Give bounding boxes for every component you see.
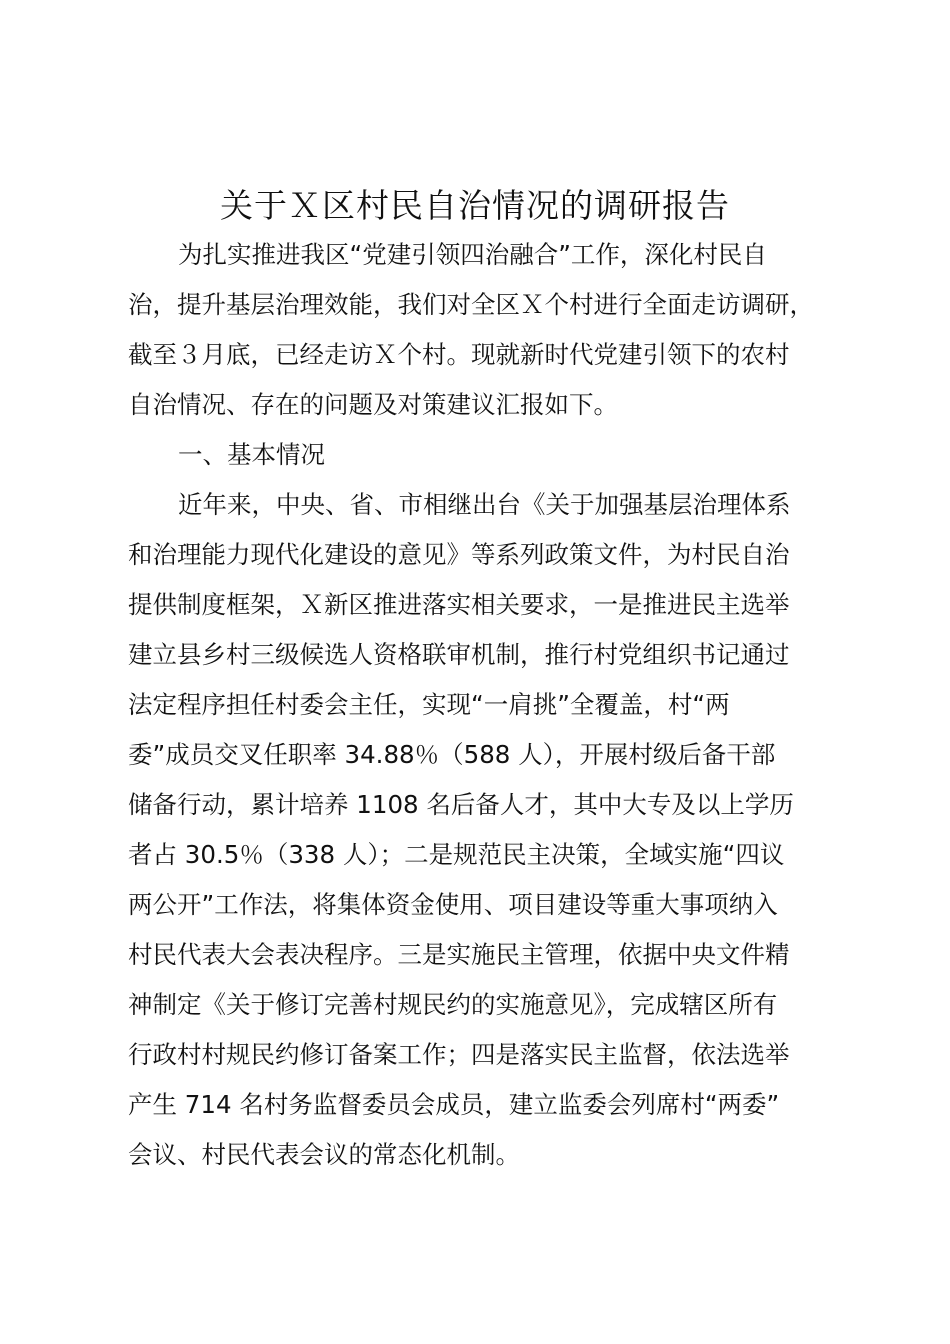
paragraph-basic-line-12: 行政村村规民约修订备案工作；四是落实民主监督，依法选举 [128, 1040, 790, 1069]
paragraph-basic-line-6: 委”成员交叉任职率 34.88％（588 人），开展村级后备干部 [128, 740, 776, 769]
paragraph-basic-line-11: 神制定《关于修订完善村规民约的实施意见》，完成辖区所有 [128, 990, 778, 1019]
paragraph-basic-line-10: 村民代表大会表决程序。三是实施民主管理，依据中央文件精 [128, 940, 790, 969]
paragraph-basic-line-14: 会议、村民代表会议的常态化机制。 [128, 1140, 520, 1169]
paragraph-basic-line-3: 提供制度框架，Ｘ新区推进落实相关要求，一是推进民主选举 [128, 590, 790, 619]
document-body [128, 230, 840, 1180]
paragraph-basic-line-5: 法定程序担任村委会主任，实现“一肩挑”全覆盖，村“两 [128, 690, 730, 719]
paragraph-intro-line-3: 截至３月底，已经走访Ｘ个村。现就新时代党建引领下的农村 [128, 340, 790, 369]
paragraph-basic-line-9: 两公开”工作法，将集体资金使用、项目建设等重大事项纳入 [128, 890, 778, 919]
paragraph-basic-line-2: 和治理能力现代化建设的意见》等系列政策文件，为村民自治 [128, 540, 790, 569]
paragraph-basic-line-13: 产生 714 名村务监督委员会成员，建立监委会列席村“两委” [128, 1090, 780, 1119]
paragraph-basic-line-4: 建立县乡村三级候选人资格联审机制，推行村党组织书记通过 [128, 640, 790, 669]
section-heading: 一、基本情况 [178, 440, 325, 469]
paragraph-intro-line-4: 自治情况、存在的问题及对策建议汇报如下。 [128, 390, 618, 419]
paragraph-intro-line-1: 为扎实推进我区“党建引领四治融合”工作，深化村民自 [178, 240, 767, 269]
paragraph-basic-line-7: 储备行动，累计培养 1108 名后备人才，其中大专及以上学历 [128, 790, 794, 819]
paragraph-basic-line-1: 近年来，中央、省、市相继出台《关于加强基层治理体系 [178, 490, 791, 519]
paragraph-basic-line-8: 者占 30.5％（338 人）；二是规范民主决策，全域实施“四议 [128, 840, 785, 869]
document-title: 关于Ｘ区村民自治情况的调研报告 [220, 186, 730, 225]
paragraph-intro-line-2: 治，提升基层治理效能，我们对全区Ｘ个村进行全面走访调研， [128, 290, 814, 319]
